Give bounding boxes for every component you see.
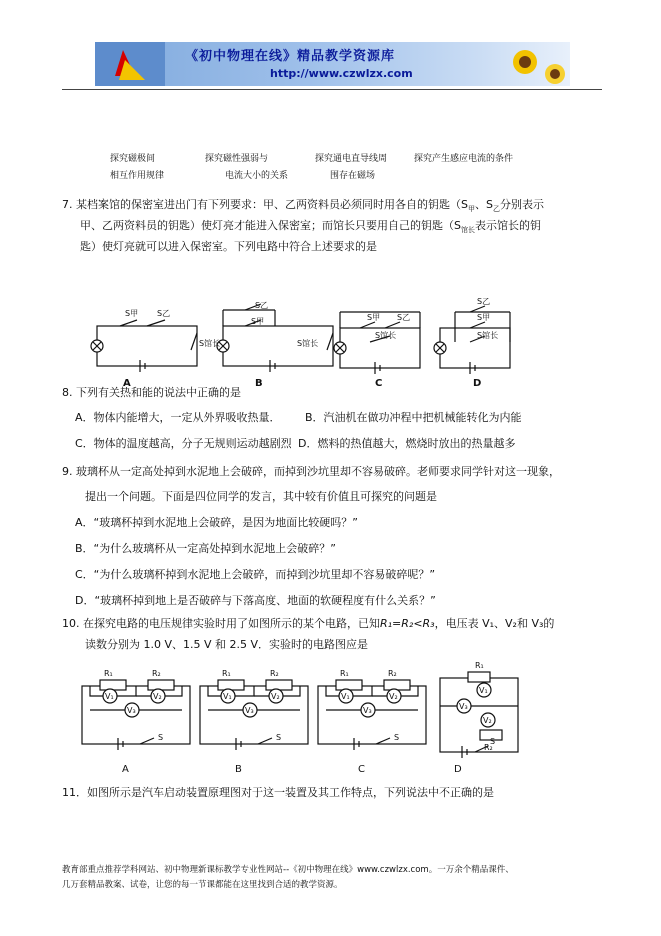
q10-c-r1: R₁ (340, 669, 349, 678)
q8-option-b: B．汽油机在做功冲程中把机械能转化为内能 (305, 411, 522, 424)
q10-b-r2: R₂ (270, 669, 279, 678)
q10-d-v1: V₁ (479, 686, 488, 695)
q10-b-v2: V₂ (271, 692, 280, 701)
footer-line-1: 教育部重点推荐学科网站、初中物理新课标教学专业性网站--《初中物理在线》www.czwlzx.com。一万余个精品课件、 (62, 865, 514, 875)
q9-option-d: D．“玻璃杯掉到地上是否破碎与下落高度、地面的软硬程度有什么关系？” (75, 594, 436, 607)
q10-label-a: A (122, 764, 129, 775)
q10-circuit-a (82, 680, 190, 750)
q10-a-v3: V₃ (127, 706, 136, 715)
q9-line-1: 9. 玻璃杯从一定高处掉到水泥地上会破碎，而掉到沙坑里却不容易破碎。老师要求同学针对这一现象， (62, 465, 560, 478)
q9-option-c: C．“为什么玻璃杯掉到水泥地上会破碎，而掉到沙坑里却不容易破碎呢？” (75, 568, 436, 581)
q10-c-s: S (394, 733, 400, 742)
q7-circuit-a (91, 320, 197, 372)
q7-b-syi: S乙 (255, 301, 269, 310)
q10-d-r1: R₁ (475, 661, 484, 670)
caption-5: 相互作用规律 (110, 171, 165, 181)
q10-d-s: S (490, 737, 496, 746)
q7-line-2: 甲、乙两资料员的钥匙）使灯亮才能进入保密室；而馆长只要用自己的钥匙（$S_{馆长}$表示馆长的钥 (80, 219, 541, 235)
q10-circuits (70, 656, 530, 776)
q10-c-v2: V₂ (389, 692, 398, 701)
q7-label-a: A (123, 378, 131, 389)
q10-c-r2: R₂ (388, 669, 397, 678)
q10-circuit-c (318, 680, 426, 750)
q10-line-2: 读数分别为 1.0 V、1.5 V 和 2.5 V．实验时的电路图应是 (85, 638, 369, 651)
q10-label-d: D (454, 764, 462, 775)
q10-d-r2: R₂ (484, 743, 493, 752)
q7-c-syi: S乙 (397, 313, 411, 322)
q10-circuit-b (200, 680, 308, 750)
caption-7: 围存在磁场 (330, 171, 376, 181)
caption-6: 电流大小的关系 (225, 171, 289, 181)
q10-d-v3: V₃ (459, 702, 468, 711)
banner-url: http://www.czwlzx.com (270, 67, 413, 80)
q10-b-v1: V₁ (223, 692, 232, 701)
q10-c-v3: V₃ (363, 706, 372, 715)
q7-line-1: 7. 某档案馆的保密室进出门有下列要求：甲、乙两资料员必须同时用各自的钥匙（$S_甲$、$S_乙$分别表示 (62, 198, 544, 214)
q9-line-2: 提出一个问题。下面是四位同学的发言，其中较有价值且可探究的问题是 (85, 490, 437, 503)
q7-circuits (85, 298, 525, 390)
q8-option-a: A．物体内能增大，一定从外界吸收热量． (75, 411, 281, 424)
q8-option-d: D．燃料的热值越大，燃烧时放出的热量越多 (298, 437, 516, 450)
header-banner (95, 42, 570, 86)
q10-b-r1: R₁ (222, 669, 231, 678)
q7-d-syi: S乙 (477, 298, 491, 306)
q7-a-sguan: S馆长 (199, 339, 221, 348)
caption-4: 探究产生感应电流的条件 (414, 154, 514, 164)
caption-1: 探究磁极间 (110, 154, 156, 164)
caption-3: 探究通电直导线周 (315, 154, 388, 164)
footer (62, 863, 622, 893)
q7-b-sjia: S甲 (251, 317, 265, 326)
caption-2: 探究磁性强弱与 (205, 154, 269, 164)
q9-option-b: B．“为什么玻璃杯从一定高处掉到水泥地上会破碎？” (75, 542, 336, 555)
q10-d-v2: V₂ (483, 716, 492, 725)
q10-b-v3: V₃ (245, 706, 254, 715)
q7-circuit-d (434, 306, 510, 374)
q7-label-d: D (473, 378, 482, 389)
q7-label-c: C (375, 378, 383, 389)
q10-b-s: S (276, 733, 282, 742)
q8-stem: 8. 下列有关热和能的说法中正确的是 (62, 386, 241, 399)
q7-circuit-b (217, 304, 333, 372)
q10-circuit-d (440, 672, 518, 758)
q10-line-1: 10. 在探究电路的电压规律实验时用了如图所示的某个电路，已知R₁=R₂<R₃，电压表 V₁、V₂和 V₃的 (62, 617, 555, 630)
q10-a-v1: V₁ (105, 692, 114, 701)
q10-label-c: C (358, 764, 365, 775)
q10-a-r1: R₁ (104, 669, 113, 678)
q10-label-b: B (235, 764, 242, 775)
banner-title: 《初中物理在线》精品教学资源库 (185, 49, 396, 64)
q7-d-sjia: S甲 (477, 313, 491, 322)
footer-line-2: 几万套精品教案、试卷，让您的每一节课都能在这里找到合适的教学资源。 (62, 880, 343, 890)
q7-c-sjia: S甲 (367, 313, 381, 322)
q7-d-sguan: S馆长 (477, 331, 499, 340)
q9-option-a: A．“玻璃杯掉到水泥地上会破碎，是因为地面比较硬吗？” (75, 516, 358, 529)
q7-line-3: 匙）使灯亮就可以进入保密室。下列电路中符合上述要求的是 (80, 240, 377, 253)
q7-a-sjia: S甲 (125, 309, 139, 318)
q7-b-sguan: S馆长 (297, 339, 319, 348)
q7-c-sguan: S馆长 (375, 331, 397, 340)
q10-a-v2: V₂ (153, 692, 162, 701)
q11-line-1: 11．如图所示是汽车启动装置原理图对于这一装置及其工作特点，下列说法中不正确的是 (62, 786, 494, 799)
header-rule (62, 89, 602, 90)
q10-c-v1: V₁ (341, 692, 350, 701)
q7-label-b: B (255, 378, 263, 389)
q10-a-r2: R₂ (152, 669, 161, 678)
q10-a-s: S (158, 733, 164, 742)
q7-a-syi: S乙 (157, 309, 171, 318)
q8-option-c: C．物体的温度越高，分子无规则运动越剧烈 (75, 437, 292, 450)
